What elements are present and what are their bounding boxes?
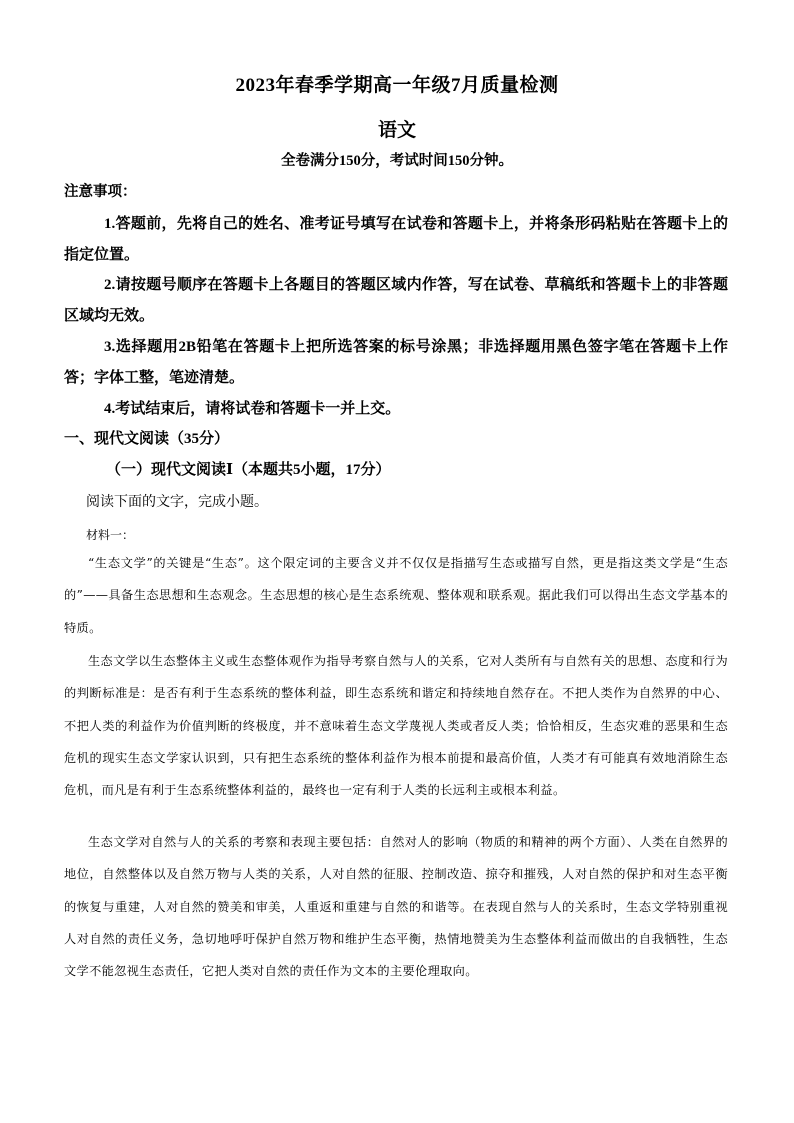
section-heading: 一、现代文阅读（35分） xyxy=(64,431,230,447)
passage-paragraph: 生态文学以生态整体主义或生态整体观作为指导考察自然与人的关系，它对人类所有与自然有关的思想、态度和行为的判断标准是：是否有利于生态系统的整体利益，即生态系统和谐定和持续地自然存在。不把人类作为自然界的中心、不把人类的利益作为价值判断的终极度，并不意味着生态文学蔑视人类或者反人类；恰恰相反，生态灾难的恶果和生态危机的现实生态文学家认识到，只有把生态系统的整体利益作为根本前提和最高价值，人类才有可能真有效地消除生态危机，而凡是有利于生态系统整体利益的，最终也一定有利于人类的长远利主或根本利益。 xyxy=(64,654,728,798)
passage-paragraph: “生态文学”的关键是“生态”。这个限定词的主要含义并不仅仅是指描写生态或描写自然，更是指这类文学是“生态的”——具备生态思想和生态观念。生态思想的核心是生态系统观、整体观和联系观。据此我们可以得出生态文学基本的特质。 xyxy=(64,556,728,635)
reading-instruction: 阅读下面的文字，完成小题。 xyxy=(86,493,268,509)
subsection-heading: （一）现代文阅读Ⅰ（本题共5小题，17分） xyxy=(106,462,391,478)
passage-paragraph: 生态文学对自然与人的关系的考察和表现主要包括：自然对人的影响（物质的和精神的两个方面）、人类在自然界的地位，自然整体以及自然万物与人类的关系，人对自然的征服、控制改造、掠夺和摧残，人对自然的保护和对生态平衡的恢复与重建，人对自然的赞美和审美，人重返和重建与自然的和谐等。在表现自然与人的关系时，生态文学特别重视人对自然的责任义务，急切地呼吁保护自然万物和维护生态平衡，热情地赞美为生态整体利益而做出的自我牺牲，生态文学不能忽视生态责任，它把人类对自然的责任作为文本的主要伦理取向。 xyxy=(64,835,728,979)
notice-heading: 注意事项： xyxy=(64,184,137,200)
exam-title: 2023年春季学期高一年级7月质量检测 xyxy=(235,75,559,96)
score-note: 全卷满分150分，考试时间150分钟。 xyxy=(281,153,513,169)
exam-subject: 语文 xyxy=(377,120,416,141)
notice-item: 3.选择题用2B铅笔在答题卡上把所选答案的标号涂黑；非选择题用黑色签字笔在答题卡上作答；字体工整，笔迹清楚。 xyxy=(64,339,728,386)
notice-item: 2.请按题号顺序在答题卡上各题目的答题区域内作答，写在试卷、草稿纸和答题卡上的非答题区域均无效。 xyxy=(64,277,728,324)
notice-item: 4.考试结束后，请将试卷和答题卡一并上交。 xyxy=(104,401,401,417)
material-label: 材料一： xyxy=(86,528,135,542)
notice-item: 1.答题前，先将自己的姓名、准考证号填写在试卷和答题卡上，并将条形码粘贴在答题卡上的指定位置。 xyxy=(64,216,728,263)
